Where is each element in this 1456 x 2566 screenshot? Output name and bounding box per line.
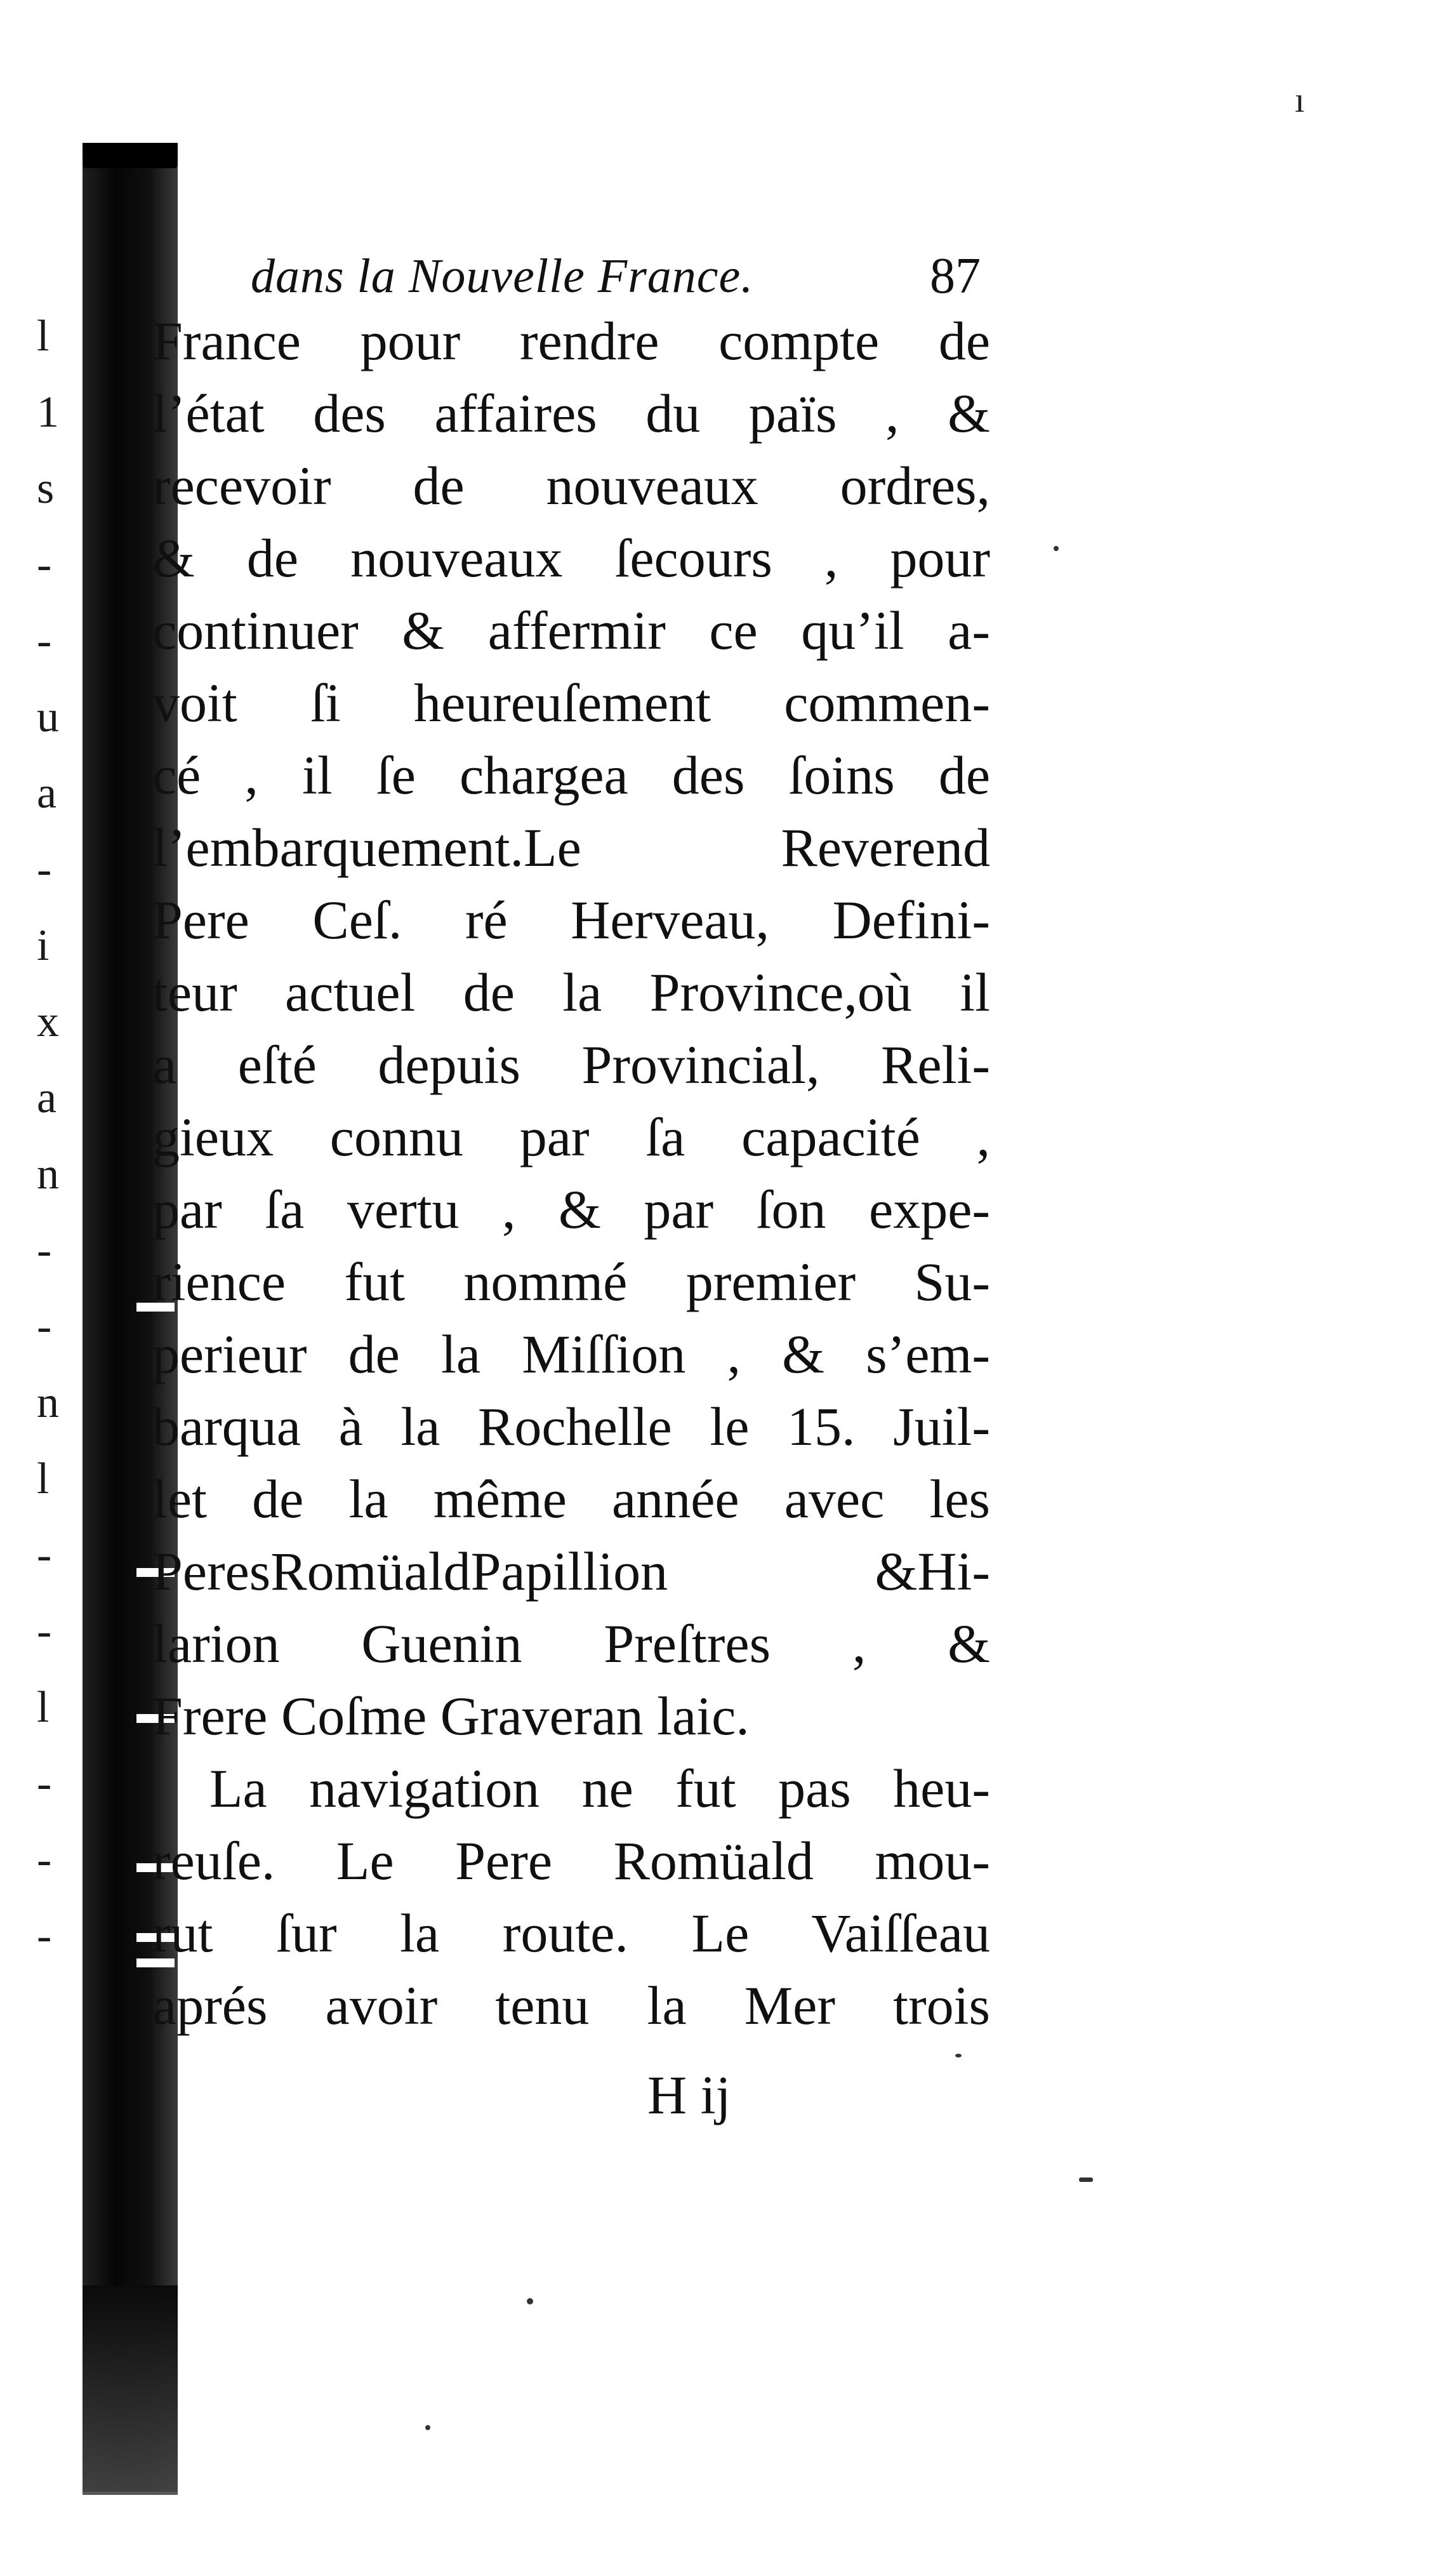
bleed-char: - [37,540,52,589]
text-line: voit ſi heureuſement commen- [152,672,990,733]
bleed-char: - [37,1531,52,1579]
corner-mark: ı [1295,81,1305,120]
signature-mark: H ij [647,2064,731,2125]
bleed-char: l [37,1683,50,1732]
bleed-char: - [37,1759,52,1808]
paper-speck [527,2298,533,2304]
text-line: reuſe. Le Pere Romüald mou- [152,1830,990,1891]
text-line: l’embarquement.Le Reverend [152,817,990,878]
text-line: gieux connu par ſa capacité , [152,1107,990,1167]
text-line: aprés avoir tenu la Mer trois [152,1975,990,2036]
text-line: & de nouveaux ſecours , pour [152,528,990,588]
bleed-char: n [37,1150,59,1199]
bleed-char: s [37,464,55,513]
text-line: rut ſur la route. Le Vaiſſeau [152,1903,990,1964]
bleed-char: 1 [37,388,59,437]
paper-speck [1054,546,1059,551]
text-line: perieur de la Miſſion , & s’em- [152,1324,990,1385]
text-line: rience fut nommé premier Su- [152,1251,990,1312]
bleed-char: u [37,693,59,741]
text-line: continuer & affermir ce qu’il a- [152,600,990,661]
text-line: a eſté depuis Provincial, Reli- [152,1034,990,1095]
text-line: l’état des affaires du païs , & [152,383,990,444]
text-line: France pour rendre compte de [152,310,990,371]
text-line: Frere Coſme Graveran laic. [152,1685,750,1746]
bleed-char: l [37,1454,50,1503]
bleed-char: a [37,1074,57,1122]
text-line-paragraph-start: La navigation ne fut pas heu- [209,1758,990,1819]
paper-speck [955,2054,962,2057]
running-title: dans la Nouvelle France. [251,249,754,303]
text-line: Pere Ceſ. ré Herveau, Defini- [152,889,990,950]
bleed-char: - [37,1302,52,1351]
binding-gutter-top [83,143,178,168]
paper-speck [425,2425,430,2430]
page-number: 87 [930,248,981,304]
bleed-char: - [37,1835,52,1884]
bleed-char: - [37,1911,52,1960]
bleed-char: i [37,921,50,970]
bleed-char: - [37,845,52,894]
binding-gutter-fade [83,2285,178,2495]
text-line: PeresRomüaldPapillion &Hi- [152,1541,990,1602]
bleed-char: x [37,997,59,1046]
text-line: cé , il ſe chargea des ſoins de [152,745,990,806]
text-line: let de la même année avec les [152,1468,990,1529]
text-line: teur actuel de la Province,où il [152,962,990,1023]
paper-speck [1079,2177,1093,2182]
bleed-char: l [37,312,50,361]
bleed-char: n [37,1378,59,1427]
bleed-char: - [37,616,52,665]
bleed-char: - [37,1607,52,1656]
bleed-char: a [37,769,57,818]
running-head [251,241,981,311]
text-line: recevoir de nouveaux ordres, [152,455,990,516]
text-line: par ſa vertu , & par ſon expe- [152,1179,990,1240]
text-line: barqua à la Rochelle le 15. Juil- [152,1396,990,1457]
body-text [152,305,990,2042]
bleed-char: - [37,1226,52,1275]
text-line: larion Guenin Preſtres , & [152,1613,990,1674]
